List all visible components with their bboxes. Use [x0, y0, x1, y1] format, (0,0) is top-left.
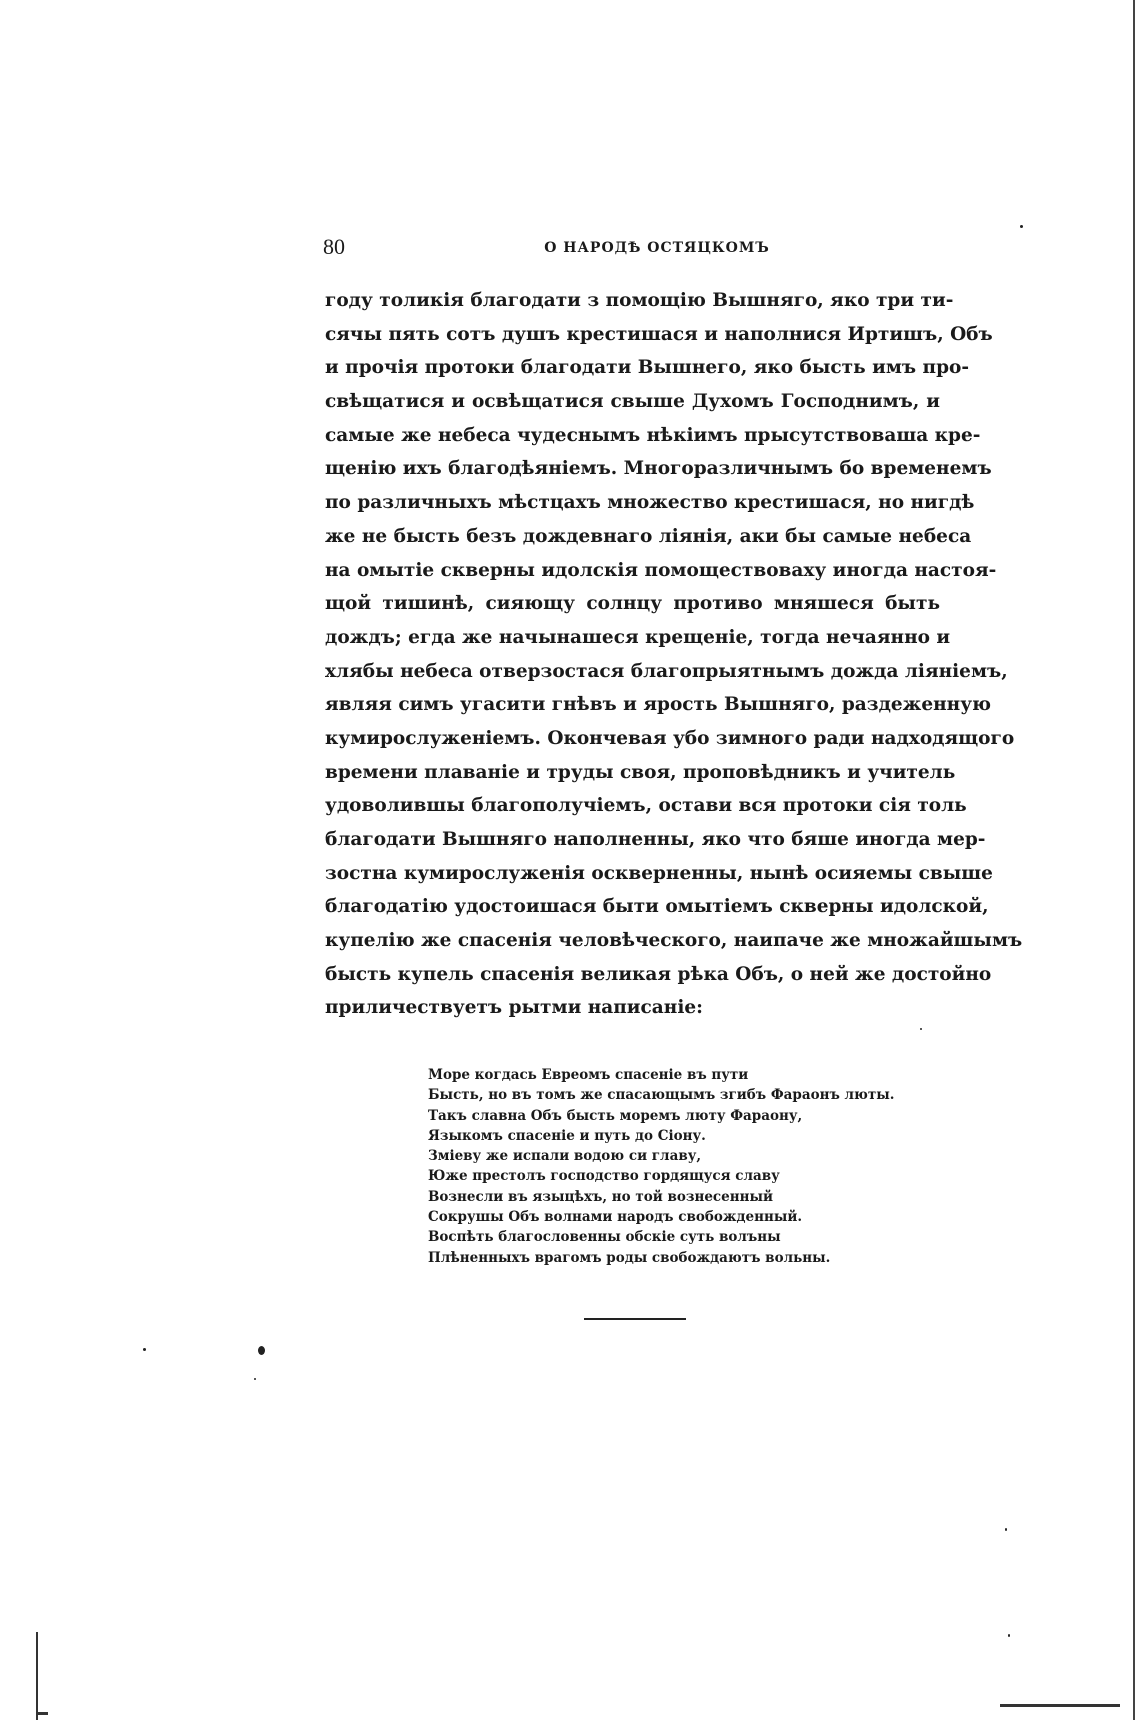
ink-speck — [254, 1378, 256, 1380]
text-line: зостна кумирослуженія оскверненны, нынѣ осияемы свыше — [325, 862, 993, 884]
verse-line: Бысть, но въ томъ же спасающымъ згибъ Фараонъ люты. — [428, 1087, 895, 1104]
text-line: благодатію удостоишася быти омытіемъ скверны идолской, — [325, 896, 989, 918]
ink-speck — [143, 1348, 146, 1351]
text-line: бысть купель спасенія великая рѣка Объ, о ней же достойно — [325, 963, 992, 985]
text-line: щой тишинѣ, сияющу солнцу противо мняшеся быть — [325, 593, 940, 615]
ink-speck — [1020, 225, 1023, 228]
scan-edge-mark — [36, 1712, 48, 1715]
verse-line: Зміеву же испали водою си главу, — [428, 1148, 702, 1165]
scan-edge-border — [1133, 0, 1135, 1720]
body-paragraph — [325, 284, 1023, 1025]
scan-edge-mark — [36, 1632, 38, 1720]
text-line: свѣщатися и освѣщатися свыше Духомъ Господнимъ, и — [325, 391, 940, 413]
verse-line: Сокрушы Объ волнами народъ свобожденный. — [428, 1209, 803, 1226]
text-line: являя симъ угасити гнѣвъ и ярость Вышняго, раздеженную — [325, 694, 992, 716]
verse-line: Воспѣть благословенны обскіе суть волъны — [428, 1229, 781, 1246]
text-line: на омытіе скверны идолскія помоществоваху иногда настоя- — [325, 559, 997, 581]
ink-speck — [920, 1028, 922, 1030]
text-line: году толикія благодати з помощію Вышняго, яко три ти- — [325, 290, 954, 311]
verse-line: Такъ славна Объ бысть моремъ люту Фараону, — [428, 1107, 803, 1124]
text-line: благодати Вышняго наполненны, яко что бяше иногда мер- — [325, 829, 986, 850]
text-line: времени плаваніе и труды своя, проповѣдникъ и учитель — [325, 761, 956, 783]
text-line: самые же небеса чудеснымъ нѣкіимъ прысутствоваша кре- — [325, 424, 981, 446]
ink-speck — [258, 1346, 265, 1355]
verse-line: Юже престолъ господство гордящуся славу — [428, 1168, 780, 1185]
verse-line: Языкомъ спасеніе и путь до Сіону. — [428, 1127, 706, 1144]
text-line: по различныхъ мѣстцахъ множество крестишася, но нигдѣ — [325, 492, 975, 514]
ink-speck — [1008, 1634, 1010, 1637]
page-number: 80 — [323, 234, 345, 259]
scan-edge-mark — [1000, 1704, 1120, 1707]
running-head — [323, 234, 943, 264]
verse-line: Вознесли въ языцѣхъ, но той вознесенный — [428, 1188, 774, 1205]
text-line: купелію же спасенія человѣческого, наипаче же множайшымъ — [325, 930, 1023, 952]
text-line: же не бысть безъ дождевнаго ліянія, аки бы самые небеса — [325, 525, 972, 547]
verse-block — [428, 1065, 948, 1268]
section-rule — [584, 1318, 686, 1320]
verse-line: Море когдась Евреомъ спасеніе въ пути — [428, 1067, 749, 1083]
text-line: приличествуетъ рытми написаніе: — [325, 997, 703, 1019]
text-line: дождъ; егда же начынашеся крещеніе, тогда нечаянно и — [325, 626, 951, 648]
running-title: О НАРОДѢ ОСТЯЦКОМЪ — [544, 240, 770, 256]
ink-speck — [1005, 1528, 1007, 1531]
text-line: щенію ихъ благодѣяніемъ. Многоразличнымъ бо временемъ — [325, 458, 992, 480]
text-line: сячы пять сотъ душъ крестишася и наполнися Иртишъ, Объ — [325, 323, 993, 345]
verse-line: Плѣненныхъ врагомъ роды свобождаютъ вольны. — [428, 1249, 831, 1266]
text-line: кумирослуженіемъ. Окончевая убо зимного ради надходящого — [325, 727, 1015, 749]
text-line: хлябы небеса отверзостася благопрыятнымъ дожда ліяніемъ, — [325, 660, 1008, 682]
text-line: удоволившы благополучіемъ, остави вся протоки сія толь — [325, 795, 967, 817]
text-line: и прочія протоки благодати Вышнего, яко бысть имъ про- — [325, 357, 970, 379]
